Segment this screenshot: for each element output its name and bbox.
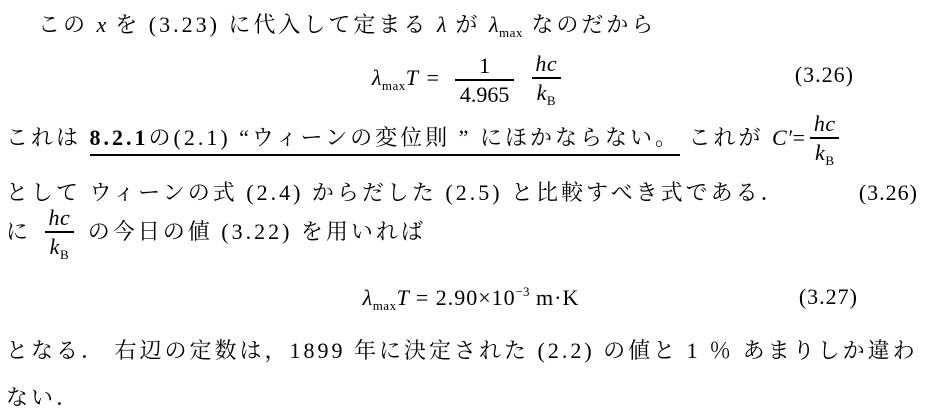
subscript-max: max bbox=[372, 298, 397, 313]
equation-ref-326: (3.26) bbox=[858, 180, 918, 205]
fraction-hc-over-kb bbox=[530, 52, 562, 108]
math-lambda: λ bbox=[436, 12, 447, 37]
equals-sign: = bbox=[792, 124, 805, 150]
math-lambda-max: λ bbox=[362, 285, 373, 310]
fraction-denominator bbox=[810, 137, 839, 168]
text-segment: に bbox=[6, 218, 40, 244]
equals-sign: = bbox=[426, 64, 439, 90]
section-ref-bold: 8.2.1 bbox=[89, 124, 149, 150]
text-segment: として ウィーンの式 (2.4) からだした (2.5) と比較すべき式である． bbox=[6, 180, 786, 205]
paragraph-1-line-1 bbox=[38, 8, 656, 41]
superscript-minus-3: −3 bbox=[515, 284, 530, 299]
fraction-numerator: 1 bbox=[479, 52, 491, 78]
fraction-numerator: hc bbox=[535, 51, 558, 76]
math-k: k bbox=[536, 80, 547, 106]
paragraph-3-line-2 bbox=[6, 381, 81, 412]
text-segment: これが bbox=[679, 124, 772, 150]
math-x: x bbox=[96, 12, 107, 37]
text-segment: の(2.1) “ウィーンの変位則 ” にほかならない。 bbox=[148, 124, 680, 150]
paragraph-2-line-1 bbox=[6, 112, 845, 168]
equation-326 bbox=[16, 52, 926, 108]
paragraph-2-line-3 bbox=[6, 206, 426, 262]
subscript-B: B bbox=[825, 153, 835, 169]
fraction-hc-over-kb bbox=[44, 206, 76, 262]
subscript-B: B bbox=[59, 247, 70, 263]
math-k: k bbox=[815, 140, 826, 166]
math-T: T bbox=[396, 285, 410, 310]
equation-number-326: (3.26) bbox=[794, 62, 854, 87]
fraction-denominator: 4.965 bbox=[455, 79, 515, 106]
unit-m-kelvin: m·K bbox=[529, 285, 580, 310]
math-c-prime: C′ bbox=[771, 124, 793, 150]
fraction-1-over-4965 bbox=[455, 54, 515, 106]
text-segment: これは bbox=[6, 124, 90, 150]
text-segment: の今日の値 (3.22) を用いれば bbox=[79, 218, 426, 244]
fraction-numerator: hc bbox=[48, 205, 71, 230]
fraction-denominator bbox=[45, 231, 74, 262]
text-segment: となる． 右辺の定数は，1899 年に決定された (2.2) の値と 1 ％ あまりしか違わ bbox=[6, 338, 918, 363]
math-lambda-max: λ bbox=[371, 64, 382, 90]
subscript-max: max bbox=[499, 25, 523, 40]
subscript-B: B bbox=[546, 93, 556, 109]
text-segment: を (3.23) に代入して定まる bbox=[106, 12, 437, 37]
math-T: T bbox=[405, 64, 419, 90]
paragraph-2-line-2 bbox=[6, 176, 918, 207]
text-segment: ない． bbox=[6, 385, 82, 410]
math-k: k bbox=[49, 234, 60, 260]
equation-327 bbox=[16, 284, 926, 314]
underlined-phrase bbox=[90, 125, 680, 156]
text-segment: この bbox=[38, 12, 97, 37]
equation-number-327: (3.27) bbox=[798, 284, 858, 309]
text-segment: が bbox=[446, 12, 489, 37]
fraction-denominator bbox=[532, 77, 561, 108]
text-segment: = 2.90×10 bbox=[409, 285, 516, 310]
fraction-numerator: hc bbox=[813, 111, 836, 136]
subscript-max: max bbox=[381, 77, 406, 93]
text-segment: なのだから bbox=[522, 12, 657, 37]
fraction-hc-over-kb bbox=[809, 112, 841, 168]
math-lambda-max: λ bbox=[488, 12, 500, 37]
paragraph-3-line-1 bbox=[6, 334, 918, 365]
